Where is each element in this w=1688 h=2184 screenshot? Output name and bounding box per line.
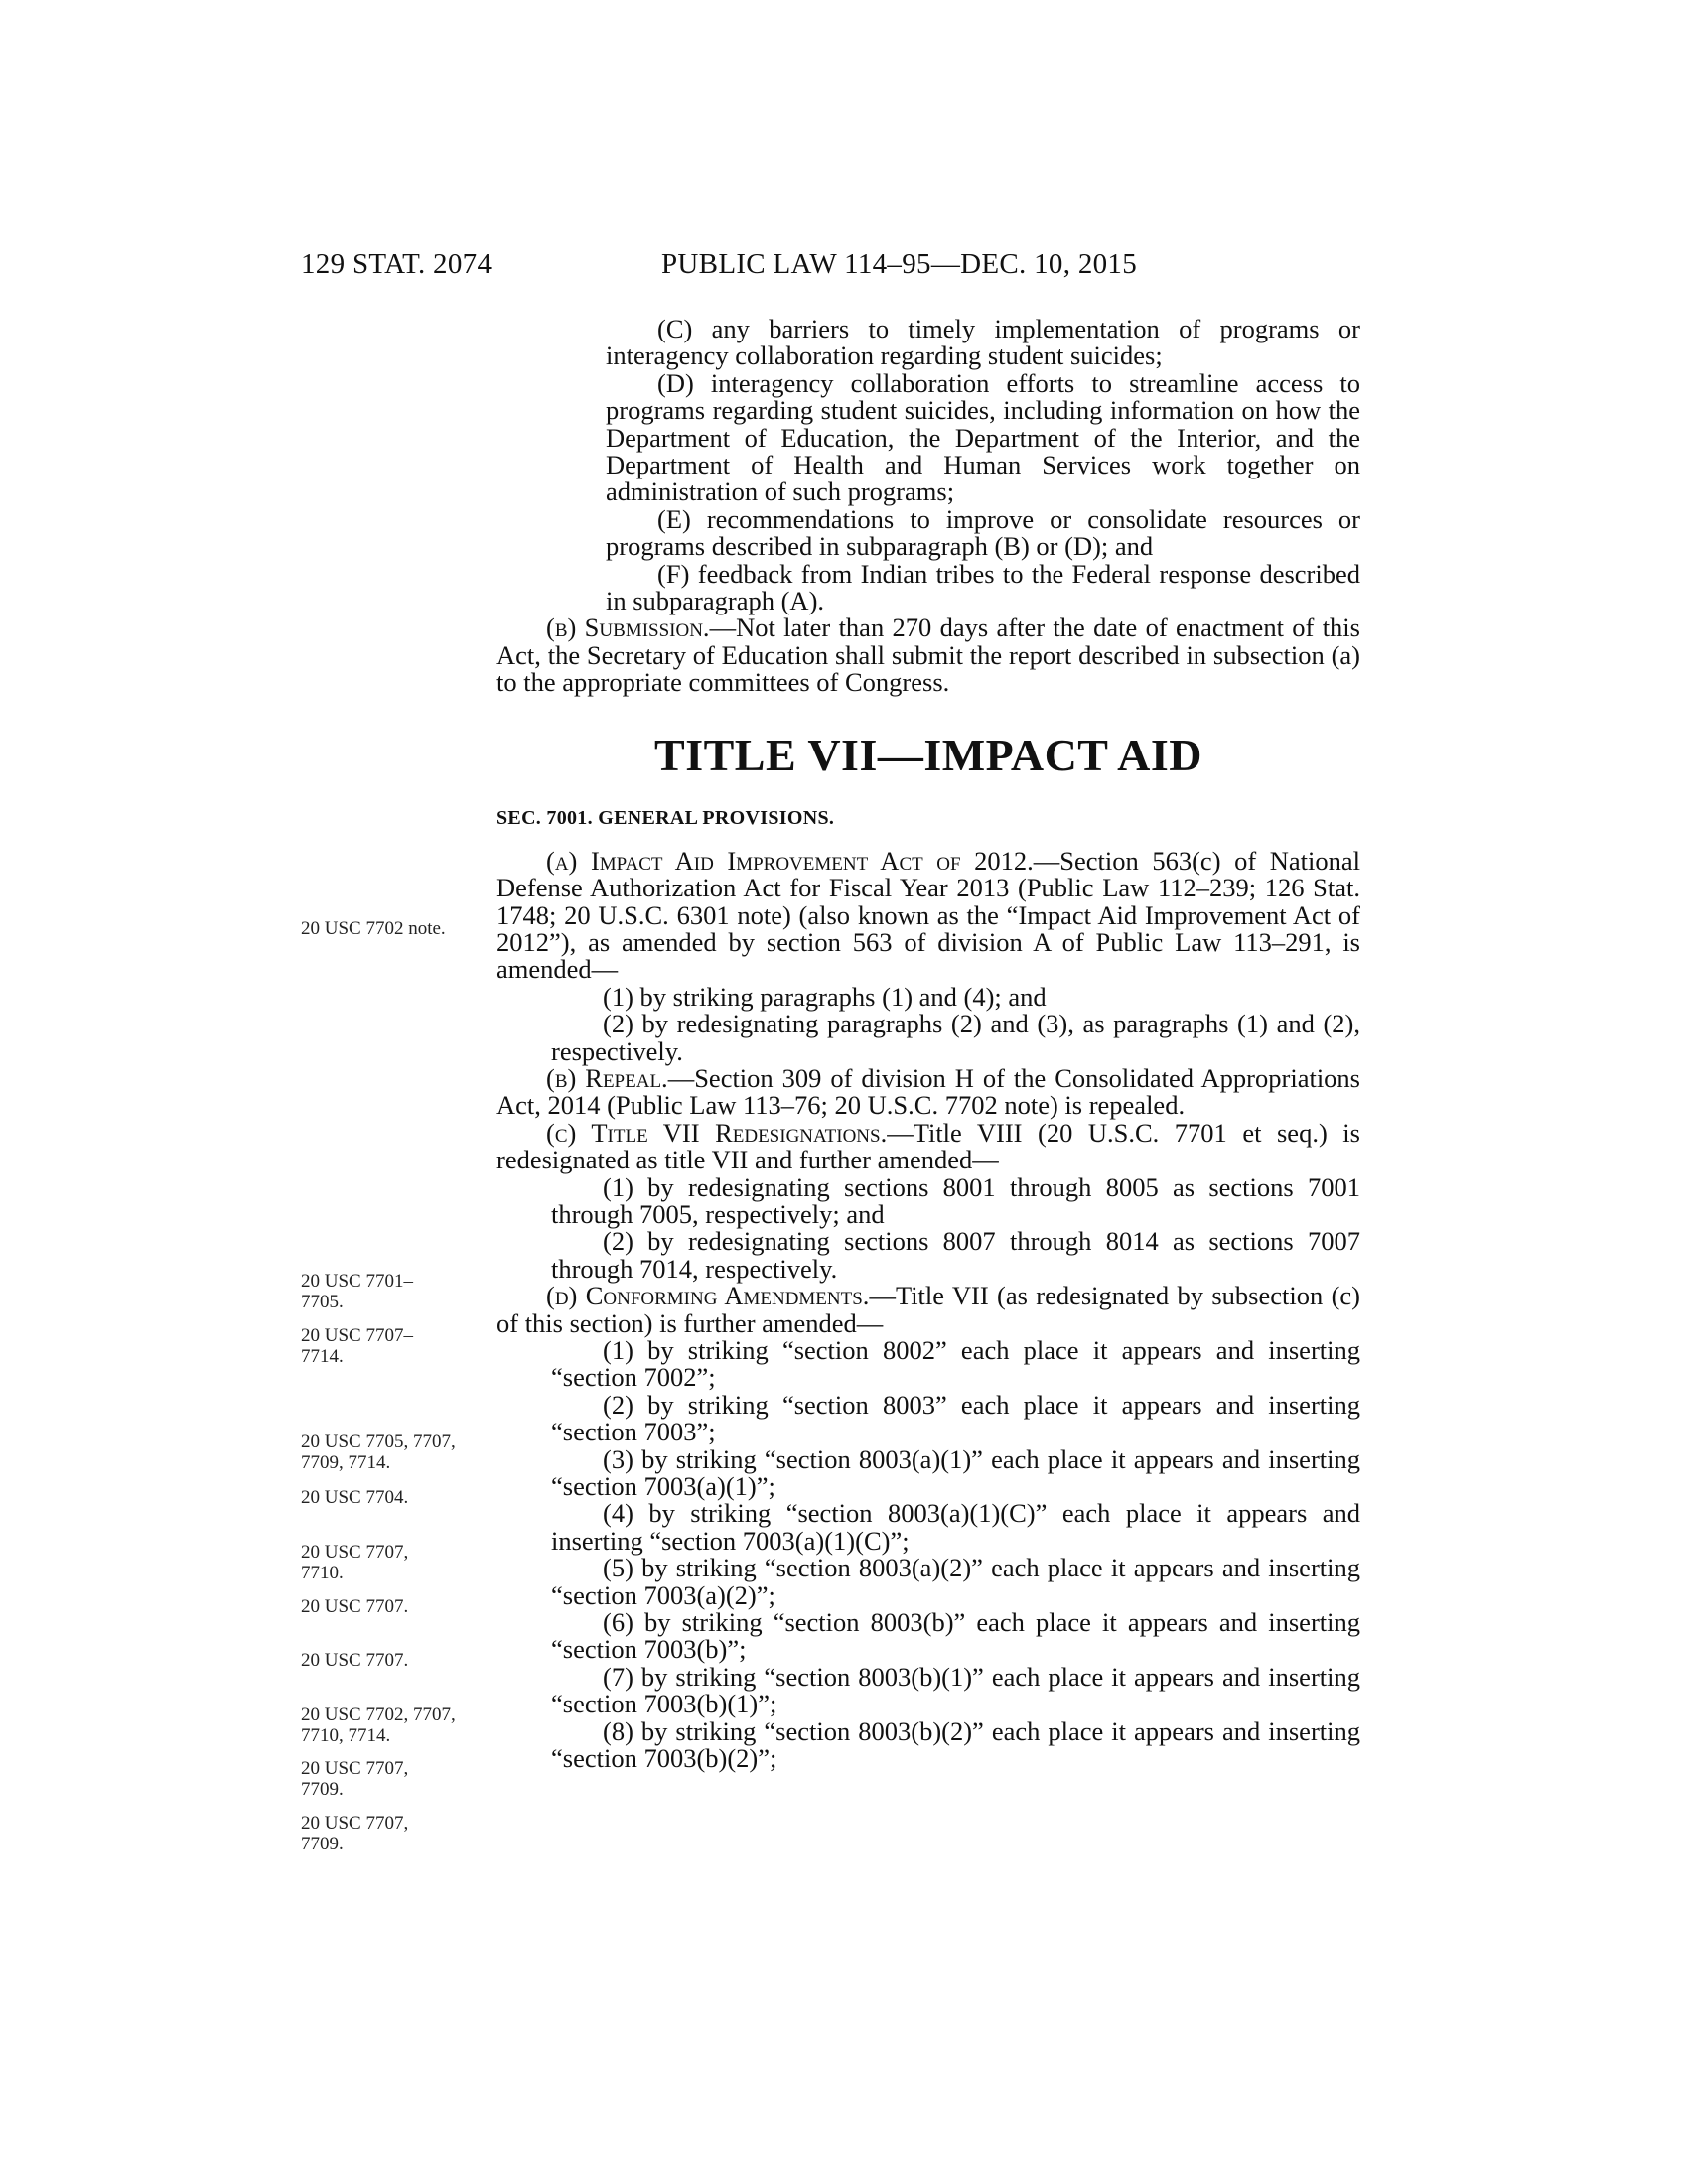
subparagraph-d: (D) interagency collaboration efforts to streamline access to programs regarding student suicides, including information on how the Department of Education, the Department of the Interior, and the Department of Health and Human Services work together on administration of such programs; [606, 367, 1360, 507]
margin-note: 20 USC 7704. [301, 1487, 409, 1508]
body-text [496, 316, 1360, 1773]
paragraph-item: (6) by striking “section 8003(b)” each place it appears and inserting “section 7003(b)”; [551, 1607, 1360, 1665]
paragraph-item: (1) by striking “section 8002” each place it appears and inserting “section 7002”; [551, 1335, 1360, 1393]
subsection-d-text: —Title VII (as redesignated by subsection (c) of this section) is further amended— [496, 1281, 1360, 1338]
subsection-a-label: (a) Impact Aid Improvement Act of 2012. [546, 845, 1034, 876]
margin-note: 20 USC 7705, 7707, 7709, 7714. [301, 1432, 456, 1473]
paragraph-item: (2) by redesignating paragraphs (2) and (3), as paragraphs (1) and (2), respectively. [551, 1009, 1360, 1066]
paragraph-item: (3) by striking “section 8003(a)(1)” each place it appears and inserting “section 7003(a)(1)”; [551, 1443, 1360, 1502]
subsection-c-text: —Title VIII (20 U.S.C. 7701 et seq.) is redesignated as title VII and further amended— [496, 1117, 1360, 1175]
title-heading: TITLE VII—IMPACT AID [654, 729, 1202, 780]
margin-note: 20 USC 7707, 7709. [301, 1813, 409, 1854]
margin-note: 20 USC 7707. [301, 1596, 409, 1617]
margin-note: 20 USC 7707. [301, 1650, 409, 1671]
subsection-b-submission [496, 614, 1360, 696]
subsection-d-label: (d) Conforming Amendments. [546, 1281, 870, 1311]
subsection-a-text: —Section 563(c) of National Defense Authorization Act for Fiscal Year 2013 (Public Law 112–239; 126 Stat. 1748; 20 U.S.C. 6301 note) (also known as the “Impact Aid Improvement Act of 2012”), as amended by section 563 of division A of Public Law 113–291, is amended— [496, 845, 1360, 985]
margin-note: 20 USC 7707, 7709. [301, 1758, 409, 1800]
subparagraph-c: (C) any barriers to timely implementation of programs or interagency collaboration regarding student suicides; [606, 314, 1360, 371]
margin-note: 20 USC 7702 note. [301, 918, 446, 939]
subsection-c-label: (c) Title VII Redesignations. [546, 1117, 888, 1148]
submission-label: (b) Submission. [546, 613, 710, 643]
margin-note: 20 USC 7707–7714. [301, 1325, 413, 1367]
paragraph-item: (2) by redesignating sections 8007 through 8014 as sections 7007 through 7014, respectively. [551, 1226, 1360, 1284]
paragraph-item: (1) by redesignating sections 8001 through 8005 as sections 7001 through 7005, respectively; and [551, 1171, 1360, 1229]
public-law-citation: PUBLIC LAW 114–95—DEC. 10, 2015 [661, 248, 1138, 280]
subsection-b [496, 1062, 1360, 1121]
paragraph-item: (7) by striking “section 8003(b)(1)” each place it appears and inserting “section 7003(b)(1)”; [551, 1661, 1360, 1719]
subsection-c [496, 1117, 1360, 1175]
subsection-d [496, 1283, 1360, 1337]
subsection-b-label: (b) Repeal. [546, 1062, 668, 1093]
margin-note: 20 USC 7702, 7707, 7710, 7714. [301, 1705, 456, 1746]
section-heading: SEC. 7001. GENERAL PROVISIONS. [496, 806, 835, 829]
margin-note: 20 USC 7701–7705. [301, 1271, 413, 1312]
subparagraph-f: (F) feedback from Indian tribes to the Federal response described in subparagraph (A). [606, 558, 1360, 616]
subsection-b-text: —Section 309 of division H of the Consolidated Appropriations Act, 2014 (Public Law 113–76; 20 U.S.C. 7702 note) is repealed. [496, 1062, 1360, 1121]
paragraph-item: (8) by striking “section 8003(b)(2)” each place it appears and inserting “section 7003(b)(2)”; [551, 1715, 1360, 1774]
margin-note: 20 USC 7707, 7710. [301, 1542, 409, 1583]
running-header [301, 248, 1373, 288]
stat-citation: 129 STAT. 2074 [301, 248, 492, 280]
submission-text: —Not later than 270 days after the date of enactment of this Act, the Secretary of Education shall submit the report described in subsection (a) to the appropriate committees of Congress. [496, 613, 1360, 698]
subsection-a [496, 845, 1360, 985]
paragraph-item: (4) by striking “section 8003(a)(1)(C)” each place it appears and inserting “section 7003(a)(1)(C)”; [551, 1498, 1360, 1556]
subparagraph-e: (E) recommendations to improve or consolidate resources or programs described in subparagraph (B) or (D); and [606, 503, 1360, 562]
paragraph-item: (2) by striking “section 8003” each place it appears and inserting “section 7003”; [551, 1389, 1360, 1447]
paragraph-item: (1) by striking paragraphs (1) and (4); and [603, 981, 1047, 1012]
paragraph-item: (5) by striking “section 8003(a)(2)” each place it appears and inserting “section 7003(a)(2)”; [551, 1553, 1360, 1610]
